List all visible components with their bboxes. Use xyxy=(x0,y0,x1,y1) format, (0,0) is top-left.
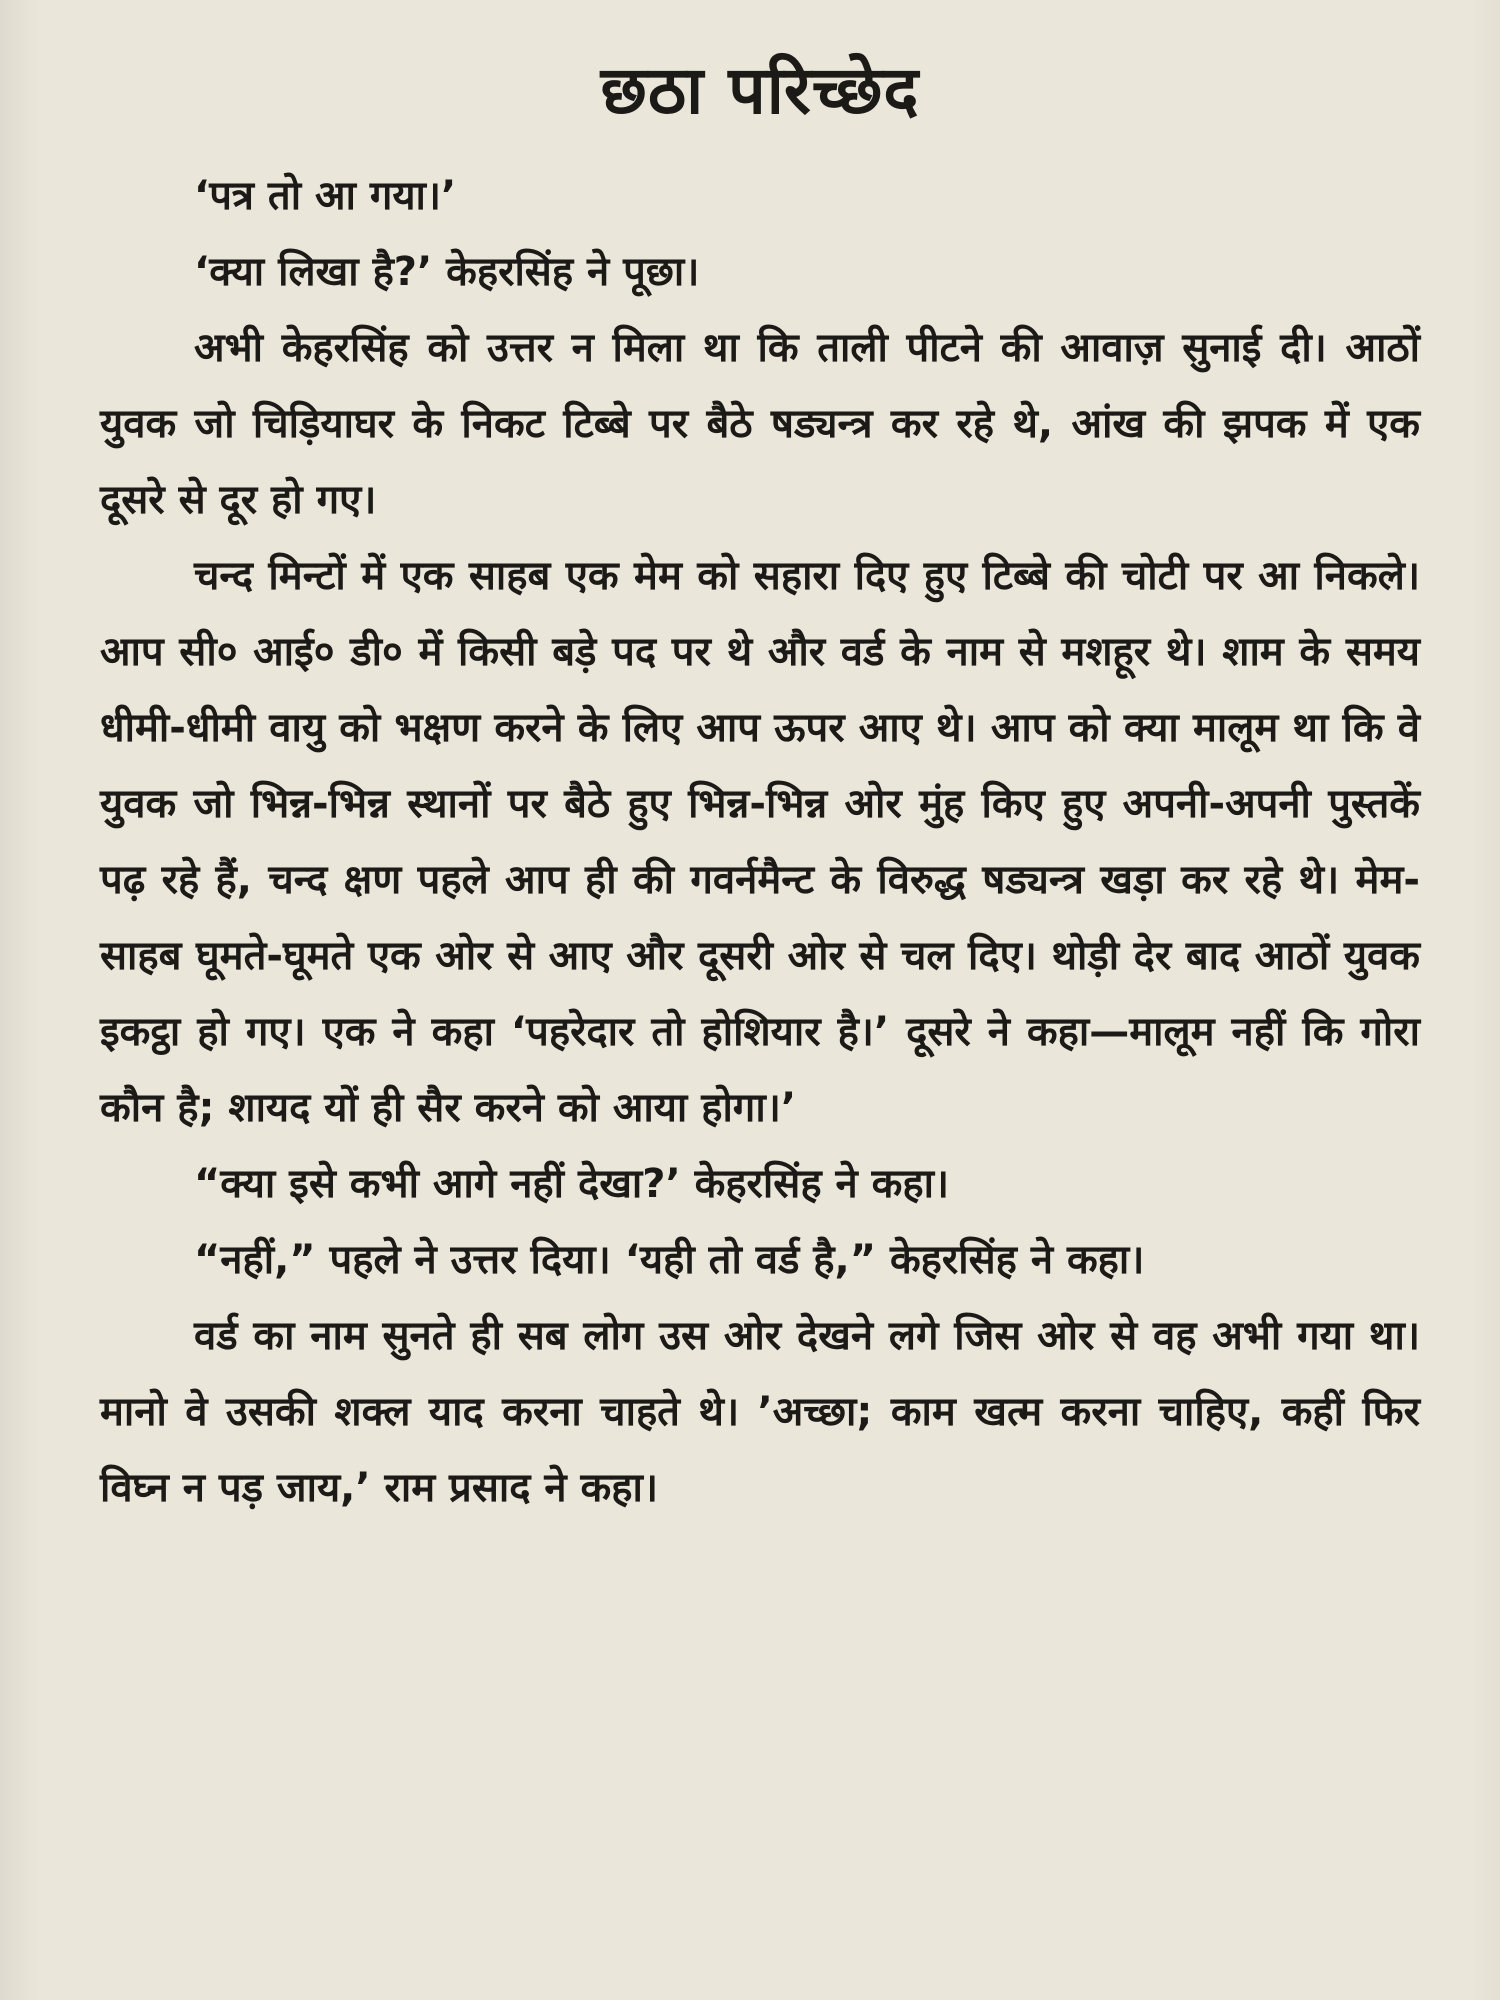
paragraph-6: “नहीं,” पहले ने उत्तर दिया। ‘यही तो वर्ड है,” केहरसिंह ने कहा। xyxy=(194,1236,1145,1283)
paragraph-3: अभी केहरसिंह को उत्तर न मिला था कि ताली पीटने की आवाज़ सुनाई दी। आठों युवक जो चिड़ियाघर के निकट टिब्बे पर बैठे षड्यन्त्र कर रहे थे, आंख की झपक में एक दूसरे से दूर हो गए। xyxy=(100,324,1420,523)
paragraph-5: “क्या इसे कभी आगे नहीं देखा?’ केहरसिंह ने कहा। xyxy=(194,1160,950,1207)
chapter-body xyxy=(100,158,1420,1526)
paragraph-4: चन्द मिन्टों में एक साहब एक मेम को सहारा दिए हुए टिब्बे की चोटी पर आ निकले। आप सी० आई० डी० में किसी बड़े पद पर थे और वर्ड के नाम से मशहूर थे। शाम के समय धीमी-धीमी वायु को भक्षण करने के लिए आप ऊपर आए थे। आप को क्या मालूम था कि वे युवक जो भिन्न-भिन्न स्थानों पर बैठे हुए भिन्न-भिन्न ओर मुंह किए हुए अपनी-अपनी पुस्तकें पढ़ रहे हैं, चन्द क्षण पहले आप ही की गवर्नमैन्ट के विरुद्ध षड्यन्त्र खड़ा कर रहे थे। मेम-साहब घूमते-घूमते एक ओर से आए और दूसरी ओर से चल दिए। थोड़ी देर बाद आठों युवक इकट्ठा हो गए। एक ने कहा ‘पहरेदार तो होशियार है।’ दूसरे ने कहा—मालूम नहीं कि गोरा कौन है; शायद यों ही सैर करने को आया होगा।’ xyxy=(100,552,1420,1131)
paragraph-1: ‘पत्र तो आ गया।’ xyxy=(194,172,457,219)
chapter-title: छठा परिच्छेद xyxy=(600,52,920,129)
paragraph-2: ‘क्या लिखा है?’ केहरसिंह ने पूछा। xyxy=(194,248,700,295)
paragraph-7: वर्ड का नाम सुनते ही सब लोग उस ओर देखने लगे जिस ओर से वह अभी गया था। मानो वे उसकी शक्ल याद करना चाहते थे। ’अच्छा; काम खत्म करना चाहिए, कहीं फिर विघ्न न पड़ जाय,’ राम प्रसाद ने कहा। xyxy=(100,1312,1420,1511)
